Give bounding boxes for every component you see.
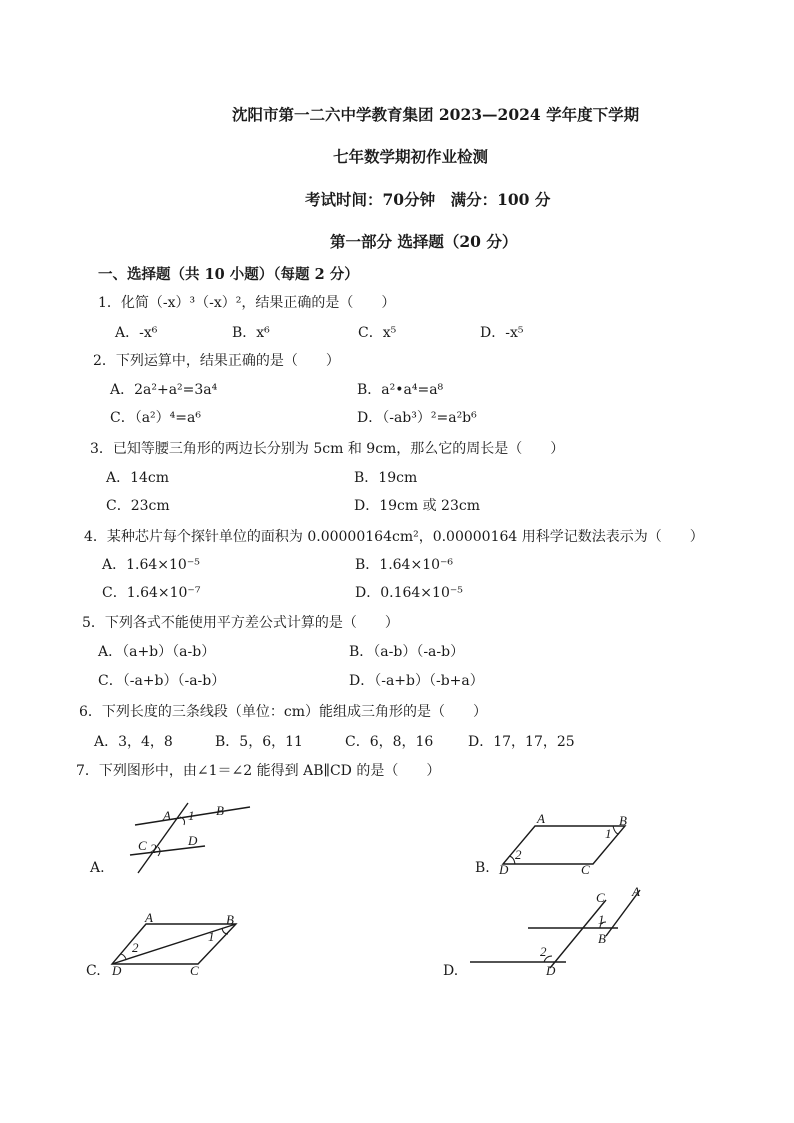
- question-3-option-b: B．19cm: [354, 470, 418, 486]
- figure-a-diagram: [100, 795, 270, 875]
- question-2-option-d: D．（-ab³）²=a²b⁶: [357, 410, 477, 426]
- figure-b-diagram: [495, 812, 645, 874]
- label-c: C: [581, 862, 590, 874]
- question-2-option-a: A．2a²+a²=3a⁴: [110, 382, 218, 398]
- question-6-option-a: A．3，4，8: [94, 734, 173, 750]
- question-6-option-b: B．5，6，11: [215, 734, 303, 750]
- label-d: D: [188, 833, 198, 848]
- question-7-option-a: A.: [90, 860, 105, 876]
- label-c: C: [190, 963, 199, 978]
- label-d: D: [499, 862, 509, 874]
- label-c: C: [138, 838, 147, 853]
- question-3-stem: 3．已知等腰三角形的两边长分别为 5cm 和 9cm，那么它的周长是（ ）: [90, 441, 565, 457]
- question-1-option-b: B．x⁶: [232, 325, 270, 341]
- question-6-option-d: D．17，17，25: [468, 734, 575, 750]
- label-a: A: [145, 912, 153, 925]
- label-b: B: [216, 803, 224, 818]
- label-angle-2: 2: [515, 847, 522, 862]
- label-b: B: [619, 813, 627, 828]
- label-a: A: [632, 884, 640, 899]
- question-4-option-d: D．0.164×10⁻⁵: [355, 585, 463, 601]
- question-4-stem: 4．某种芯片每个探针单位的面积为 0.00000164cm²，0.00000164 用科学记数法表示为（ ）: [84, 529, 704, 545]
- question-7-stem: 7．下列图形中，由∠1＝∠2 能得到 AB∥CD 的是（ ）: [76, 763, 441, 779]
- question-5-option-c: C．（-a+b）（-a-b）: [98, 673, 226, 689]
- exam-title: 沈阳市第一二六中学教育集团 2023—2024 学年度下学期: [232, 105, 640, 124]
- label-a: A: [537, 812, 545, 826]
- section-heading: 一、选择题（共 10 小题）（每题 2 分）: [98, 266, 359, 283]
- question-7-option-d: D.: [443, 963, 459, 979]
- question-1-option-d: D．-x⁵: [480, 325, 524, 341]
- label-angle-1: 1: [188, 808, 195, 823]
- question-5-option-d: D．（-a+b）（-b+a）: [349, 673, 484, 689]
- exam-subtitle: 七年数学期初作业检测: [333, 147, 489, 166]
- label-d: D: [112, 963, 122, 978]
- question-2-option-b: B．a²•a⁴=a⁸: [357, 382, 444, 398]
- question-5-option-b: B．（a-b）（-a-b）: [349, 644, 465, 660]
- label-angle-1: 1: [605, 826, 612, 841]
- label-angle-2: 2: [150, 841, 157, 856]
- exam-time-score: 考试时间：70分钟 满分：100 分: [305, 190, 551, 209]
- question-5-option-a: A．（a+b）（a-b）: [98, 644, 216, 660]
- label-angle-2: 2: [540, 944, 547, 959]
- part-heading: 第一部分 选择题（20 分）: [330, 232, 518, 251]
- question-1-stem: 1．化简（-x）³（-x）²，结果正确的是（ ）: [98, 295, 396, 311]
- question-7-option-b: B.: [475, 860, 490, 876]
- question-7-option-c: C.: [86, 963, 101, 979]
- figure-c-diagram: [108, 912, 248, 978]
- label-d: D: [546, 963, 556, 978]
- question-3-option-c: C．23cm: [106, 498, 170, 514]
- label-angle-1: 1: [598, 912, 605, 927]
- label-angle-2: 2: [132, 940, 139, 955]
- question-5-stem: 5．下列各式不能使用平方差公式计算的是（ ）: [82, 615, 399, 631]
- label-c: C: [596, 890, 605, 905]
- label-angle-1: 1: [208, 929, 215, 944]
- question-6-option-c: C．6，8，16: [345, 734, 434, 750]
- question-4-option-c: C．1.64×10⁻⁷: [102, 585, 201, 601]
- figure-d-diagram: [468, 882, 658, 978]
- question-4-option-b: B．1.64×10⁻⁶: [355, 557, 454, 573]
- angle-2-arc: [120, 954, 126, 959]
- question-3-option-d: D．19cm 或 23cm: [354, 498, 480, 514]
- label-b: B: [598, 931, 606, 946]
- question-2-stem: 2．下列运算中，结果正确的是（ ）: [93, 353, 340, 369]
- question-2-option-c: C．（a²）⁴=a⁶: [110, 410, 201, 426]
- question-4-option-a: A．1.64×10⁻⁵: [102, 557, 200, 573]
- question-1-option-a: A．-x⁶: [115, 325, 158, 341]
- question-1-option-c: C．x⁵: [358, 325, 397, 341]
- label-b: B: [226, 912, 234, 927]
- question-6-stem: 6．下列长度的三条线段（单位：cm）能组成三角形的是（ ）: [79, 704, 488, 720]
- label-a: A: [163, 808, 171, 823]
- question-3-option-a: A．14cm: [106, 470, 170, 486]
